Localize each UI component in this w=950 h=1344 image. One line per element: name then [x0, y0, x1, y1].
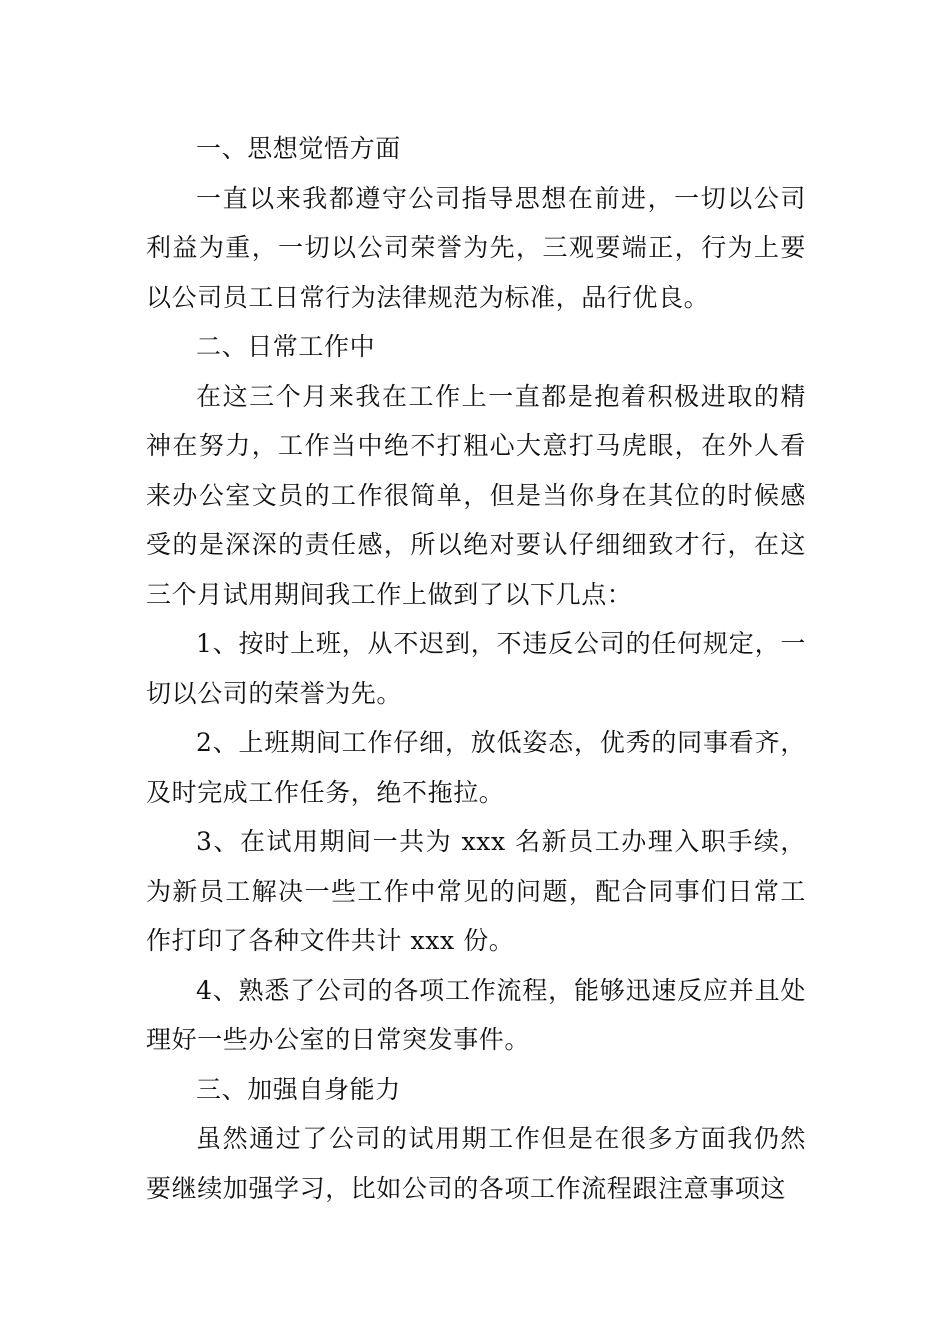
- list-item-2: 2、上班期间工作仔细，放低姿态，优秀的同事看齐，及时完成工作任务，绝不拖拉。: [146, 728, 806, 807]
- section-heading-2: 二、日常工作中: [196, 332, 376, 361]
- paragraph: 在这三个月来我在工作上一直都是抱着积极进取的精神在努力，工作当中绝不打粗心大意打马虎眼，在外人看来办公室文员的工作很简单，但是当你身在其位的时候感受的是深深的责任感，所以绝对要认仔细细致才行，在这三个月试用期间我工作上做到了以下几点：: [146, 381, 806, 609]
- list-item-3: 3、在试用期间一共为 xxx 名新员工办理入职手续，为新员工解决一些工作中常见的问题，配合同事们日常工作打印了各种文件共计 xxx 份。: [146, 827, 806, 955]
- paragraph: 一直以来我都遵守公司指导思想在前进，一切以公司利益为重，一切以公司荣誉为先，三观要端正，行为上要以公司员工日常行为法律规范为标准，品行优良。: [146, 183, 806, 312]
- list-item-1: 1、按时上班，从不迟到，不违反公司的任何规定，一切以公司的荣誉为先。: [146, 629, 806, 708]
- section-heading-1: 一、思想觉悟方面: [196, 134, 401, 163]
- list-item-4: 4、熟悉了公司的各项工作流程，能够迅速反应并且处理好一些办公室的日常突发事件。: [146, 975, 806, 1054]
- paragraph: 虽然通过了公司的试用期工作但是在很多方面我仍然要继续加强学习，比如公司的各项工作流程跟注意事项这: [146, 1124, 806, 1203]
- document-body: [146, 124, 806, 1213]
- section-heading-3: 三、加强自身能力: [196, 1074, 401, 1104]
